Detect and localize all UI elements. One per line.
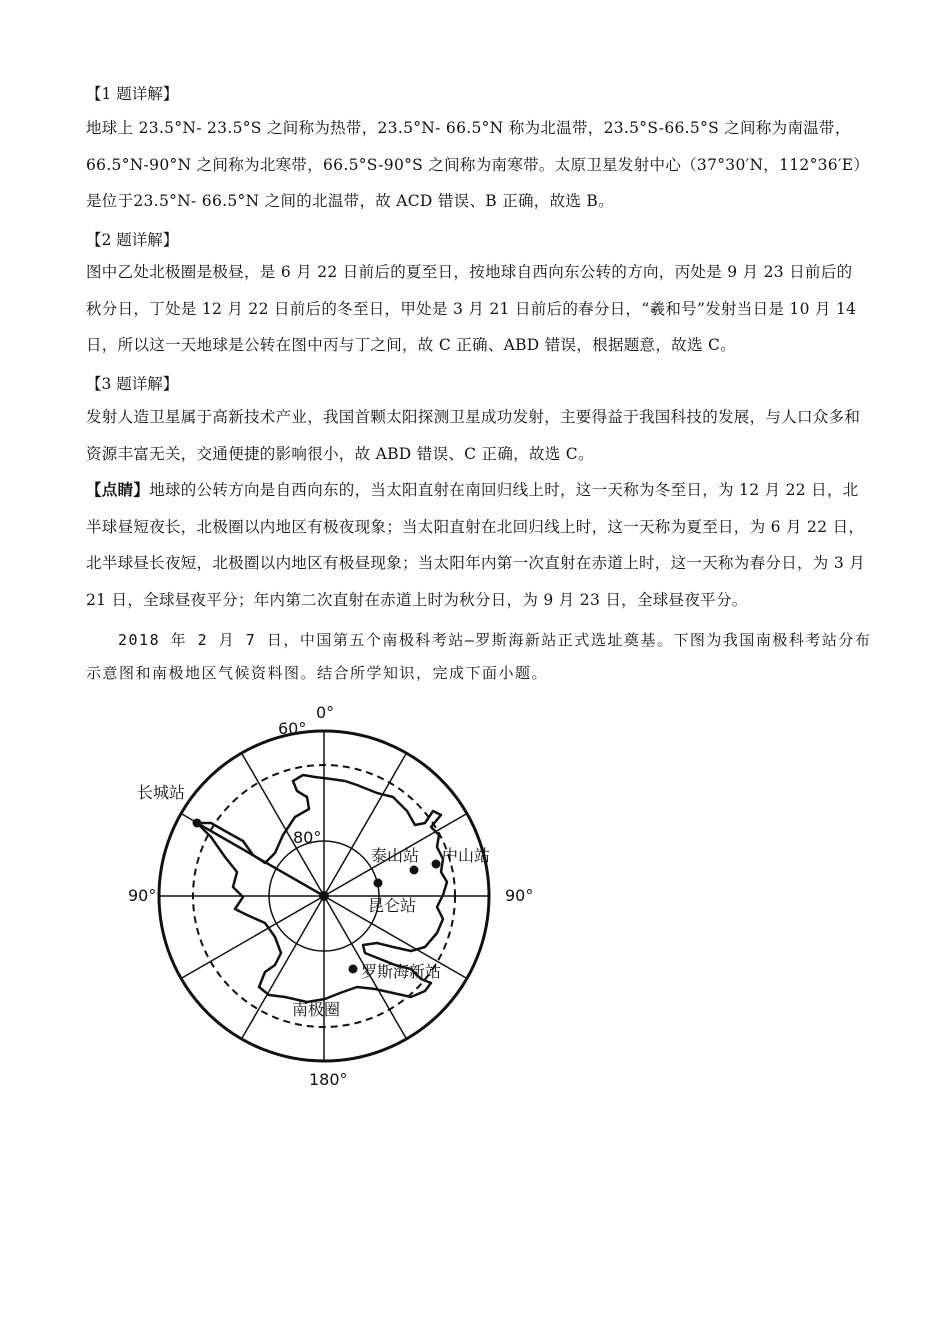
answer-1-heading: 【1 题详解】 [86, 85, 179, 103]
antarctic-station-map [125, 697, 535, 1089]
taishan-station-label: 泰山站 [371, 846, 420, 865]
tip-paragraph [86, 472, 866, 618]
kunlun-station-dot [374, 879, 383, 888]
taishan-station-dot [410, 866, 419, 875]
kunlun-station-label: 昆仑站 [368, 896, 417, 915]
luosihai-station-label: 罗斯海新站 [361, 962, 442, 981]
lon-right-label: 90° [505, 886, 534, 905]
lat-outer-label: 60° [278, 719, 307, 738]
tip-heading: 【点睛】 [86, 480, 150, 499]
zhongshan-station-dot [432, 860, 441, 869]
answer-2-heading: 【2 题详解】 [86, 231, 179, 249]
tip-text: 地球的公转方向是自西向东的，当太阳直射在南回归线上时，这一天称为冬至日，为 12 月 22 日，北半球昼短夜长，北极圈以内地区有极夜现象；当太阳直射在北回归线上时，这一天称为夏至日，为 6 月 22 日，北半球昼长夜短，北极圈以内地区有极昼现象；当太阳年内第一次直射在赤道上时，这一天称为春分日，为 3 月 21 日，全球昼夜平分；年内第二次直射在赤道上时为秋分日，为 9 月 23 日，全球昼夜平分。 [86, 481, 866, 609]
changcheng-station-label: 长城站 [137, 783, 186, 802]
antarctic-circle-label: 南极圈 [292, 1000, 341, 1019]
lat-inner-label: 80° [293, 828, 322, 847]
lon-bottom-label: 180° [309, 1070, 348, 1089]
answer-3-heading: 【3 题详解】 [86, 375, 179, 393]
luosihai-station-dot [349, 965, 358, 974]
changcheng-station-dot [193, 819, 202, 828]
antarctic-map-svg [125, 697, 535, 1089]
zhongshan-station-label: 中山站 [442, 846, 491, 865]
answer-3-text: 发射人造卫星属于高新技术产业，我国首颗太阳探测卫星成功发射，主要得益于我国科技的发展，与人口众多和资源丰富无关，交通便捷的影响很小，故 ABD 错误、C 正确，故选 C。 [86, 408, 861, 463]
lon-left-label: 90° [128, 886, 157, 905]
lon-top-label: 0° [316, 703, 335, 722]
question-intro: 2018 年 2 月 7 日，中国第五个南极科考站—罗斯海新站正式选址奠基。下图为我国南极科考站分布示意图和南极地区气候资料图。结合所学知识，完成下面小题。 [86, 631, 872, 682]
answer-1-text: 地球上 23.5°N- 23.5°S 之间称为热带，23.5°N- 66.5°N 称为北温带，23.5°S-66.5°S 之间称为南温带，66.5°N-90°N 之间称为北寒带，66.5°S-90°S 之间称为南寒带。太原卫星发射中心（37°30′N，112°36′E）是位于23.5°N- 66.5°N 之间的北温带，故 ACD 错误、B 正确，故选 B。 [86, 119, 862, 210]
answer-2-text: 图中乙处北极圈是极昼，是 6 月 22 日前后的夏至日，按地球自西向东公转的方向，丙处是 9 月 23 日前后的秋分日，丁处是 12 月 22 日前后的冬至日，甲处是 3 月 21 日前后的春分日，“羲和号”发射当日是 10 月 14 日，所以这一天地球是公转在图中丙与丁之间，故 C 正确、ABD 错误，根据题意，故选 C。 [86, 263, 857, 354]
south-pole-dot [319, 891, 329, 901]
